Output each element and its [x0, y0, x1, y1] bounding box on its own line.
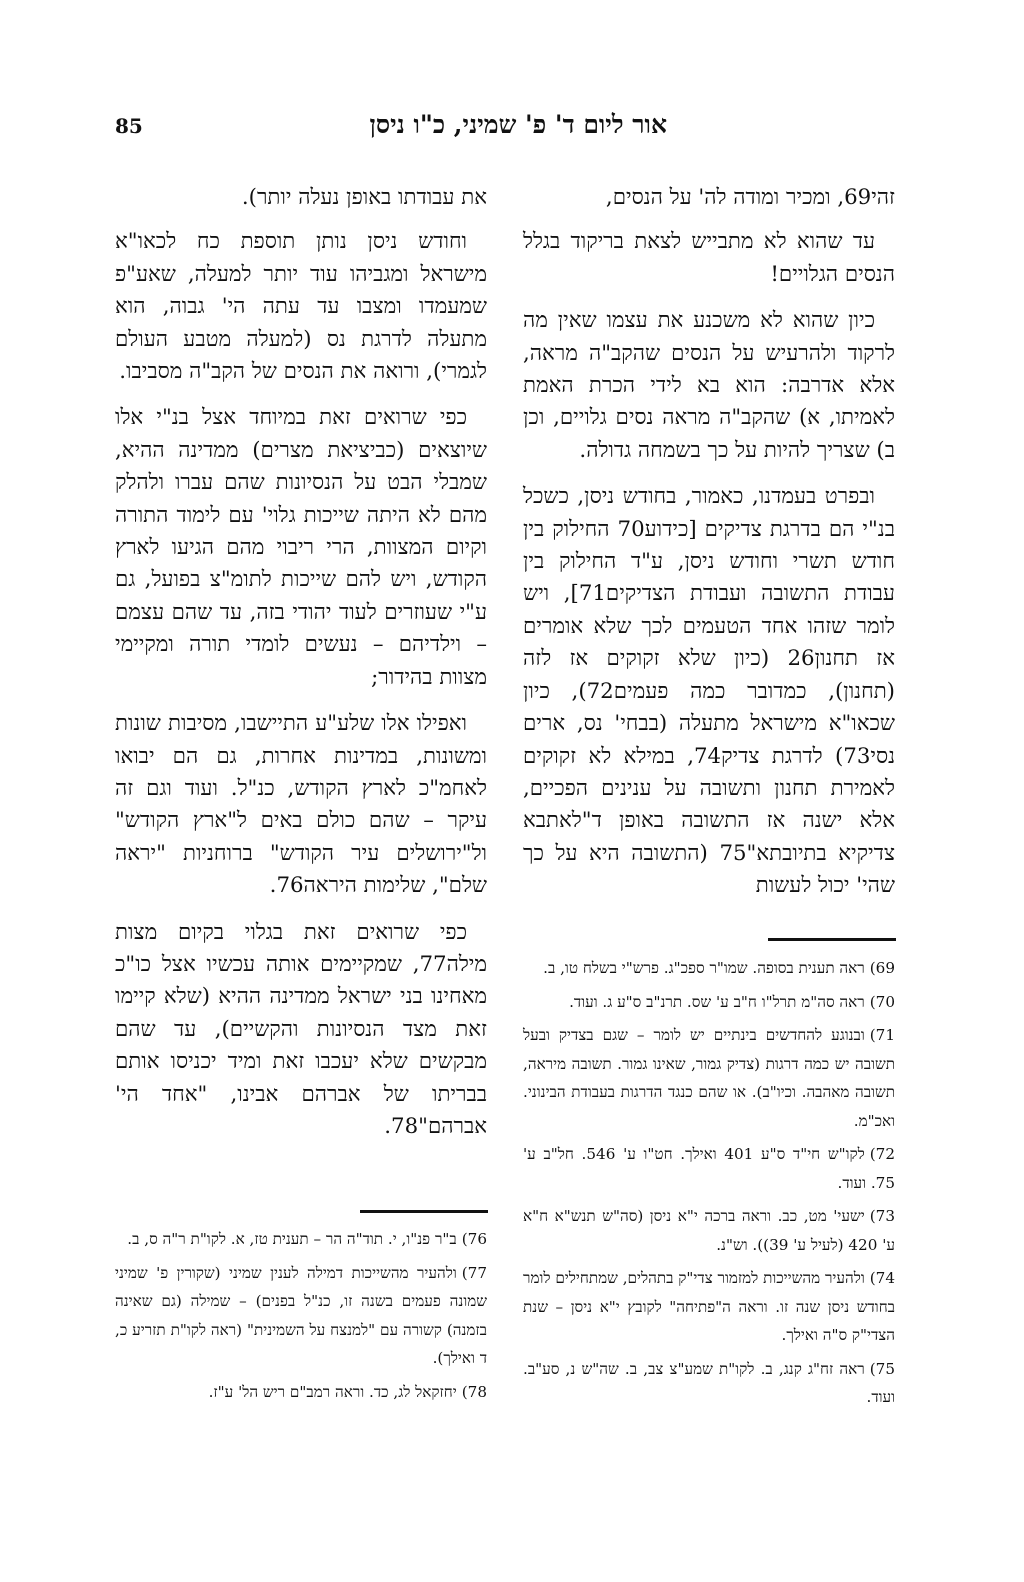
left-column — [115, 182, 487, 1157]
footnote-number: 72) — [869, 1145, 895, 1163]
footnote — [115, 1378, 487, 1407]
paragraph: זהי69, ומכיר ומודה לה' על הנסים, — [605, 185, 895, 210]
footnote-divider — [768, 938, 896, 941]
footnote-number: 78) — [461, 1382, 487, 1401]
footnote-text: ראה סה"מ תרל"ו ח"ב ע' שס. תרנ"ב ס"ע ג. ועוד. — [569, 992, 865, 1011]
footnotes-right — [523, 954, 895, 1417]
footnote-text: ולהעיר מהשייכות למזמור צדי"ק בתהלים, שמתחילים לומר בחודש ניסן שנה זו. וראה ה"פתיחה" לקובץ י"א ניסן – שנת הצדי"ק ס"ה ואילך. — [523, 1269, 895, 1344]
footnote-text: ובנוגע להחדשים בינתיים יש לומר – שגם בצדיק ובעל תשובה יש כמה דרגות (צדיק גמור, שאינו גמור. תשובה מיראה, תשובה מאהבה. וכיו"ב). או שהם כנגד הדרגות בעבודת הבינוני. ואכ"מ. — [523, 1026, 895, 1130]
footnote-number: 70) — [869, 992, 895, 1011]
paragraph: את עבודתו באופן נעלה יותר). — [241, 185, 487, 210]
footnote — [523, 988, 895, 1017]
footnote — [523, 954, 895, 983]
footnote — [115, 1225, 487, 1254]
footnote-number: 74) — [869, 1269, 895, 1287]
footnote-number: 69) — [869, 959, 895, 977]
footnote-number: 73) — [869, 1207, 895, 1225]
footnote-text: יחזקאל לג, כד. וראה רמב"ם ריש הל' ע"ז. — [208, 1382, 457, 1401]
footnote-text: לקו"ש חי"ד ס"ע 401 ואילך. חט"ו ע' 546. חל"ב ע' 75. ועוד. — [523, 1145, 895, 1192]
right-column — [523, 182, 895, 917]
paragraph: ואפילו אלו שלע"ע התיישבו, מסיבות שונות ומשונות, במדינות אחרות, גם הם יבואו לאחמ"כ לארץ הקודש, כנ"ל. ועוד וגם זה עיקר – שהם כולם באים ל"ארץ הקודש" ול"ירושלים עיר הקודש" ברוחניות "יראה שלם", שלימות היראה76. — [115, 711, 487, 899]
paragraph: כפי שרואים זאת בגלוי בקיום מצות מילה77, שמקיימים אותה עכשיו אצל כו"כ מאחינו בני ישראל ממדינה ההיא (שלא קיימו זאת מצד הנסיונות והקשיים), עד שהם מבקשים שלא יעכבו זאת ומיד יכניסו אותם בבריתו של אברהם אבינו, "אחד הי' אברהם"78. — [115, 919, 487, 1139]
footnote — [523, 1140, 895, 1197]
paragraph: כיון שהוא לא משכנע את עצמו שאין מה לרקוד ולהרעיש על הנסים שהקב"ה מראה, אלא אדרבה: הוא בא לידי הכרת האמת לאמיתו, א) שהקב"ה מראה נסים גלויים, וכן ב) שצריך להיות על כך בשמחה גדולה. — [523, 308, 895, 463]
footnote-number: 76) — [461, 1230, 487, 1248]
footnote-number: 77) — [461, 1263, 487, 1282]
page-header — [115, 110, 897, 150]
running-title: אור ליום ד' פ' שמיני, כ"ו ניסן — [369, 110, 667, 139]
footnote-text: ולהעיר מהשייכות דמילה לענין שמיני (שקורין פ' שמיני שמונה פעמים בשנה זו, כנ"ל בפנים) – שמילה (גם שאינה בזמנה) קשורה עם "למנצח על השמינית" (ראה לקו"ת תזריע כ, ד ואילך). — [115, 1263, 487, 1367]
footnote — [523, 1264, 895, 1350]
footnote-divider — [360, 1210, 488, 1213]
footnote — [523, 1021, 895, 1135]
paragraph: וחודש ניסן נותן תוספת כח לכאו"א מישראל ומגביהו עוד יותר למעלה, שאע"פ שמעמדו ומצבו עד עתה הי' גבוה, הוא מתעלה לדרגת נס (למעלה מטבע העולם לגמרי), ורואה את הנסים של הקב"ה מסביבו. — [115, 229, 487, 385]
footnote-text: ראה תענית בסופה. שמו"ר ספכ"ג. פרש"י בשלח טו, ב. — [543, 959, 865, 977]
footnote — [523, 1355, 895, 1412]
paragraph: ובפרט בעמדנו, כאמור, בחודש ניסן, כשכל בנ"י הם בדרגת צדיקים [כידוע70 החילוק בין חודש תשרי וחודש ניסן, ע"ד החילוק בין עבודת התשובה ועבודת הצדיקים71], ויש לומר שזהו אחד הטעמים לכך שלא אומרים אז תחנון26 (כיון שלא זקוקים אז לזה (תחנון), כמדובר כמה פעמים72), כיון שכאו"א מישראל מתעלה (בבחי' נס, ארים נסי73) לדרגת צדיק74, במילא לא זקוקים לאמירת תחנון ותשובה על ענינים הפכיים, אלא ישנה אז התשובה באופן ד"לאתבא צדיקיא בתיובתא"75 (התשובה היא על כך שהי' יכול לעשות — [523, 484, 895, 899]
footnotes-left — [115, 1225, 487, 1411]
page-number: 85 — [115, 114, 143, 138]
footnote-text: ישעי' מט, כב. וראה ברכה י"א ניסן (סה"ש תנש"א ח"א ע' 420 (לעיל ע' 39)). וש"נ. — [523, 1207, 895, 1254]
footnote-text: ראה זח"ג קנג, ב. לקו"ת שמע"צ צב, ב. שה"ש נ, סע"ב. ועוד. — [523, 1359, 895, 1406]
paragraph: כפי שרואים זאת במיוחד אצל בנ"י אלו שיוצאים (כביציאת מצרים) ממדינה ההיא, שמבלי הבט על הנסיונות שהם עברו ולהלק מהם לא היתה שייכות גלוי' עם לימוד התורה וקיום המצוות, הרי ריבוי מהם הגיעו לארץ הקודש, ויש להם שייכות לתומ"צ בפועל, גם ע"י שעוזרים לעוד יהודי בזה, עד שהם עצמם – וילדיהם – נעשים לומדי תורה ומקיימי מצוות בהידור; — [115, 405, 487, 690]
paragraph: עד שהוא לא מתבייש לצאת בריקוד בגלל הנסים הגלויים! — [523, 229, 895, 287]
footnote-number: 71) — [869, 1026, 895, 1044]
footnote — [115, 1259, 487, 1373]
footnote — [523, 1202, 895, 1259]
footnote-text: ב"ר פנ"ו, י. תוד"ה הר – תענית טז, א. לקו"ת ר"ה ס, ב. — [127, 1230, 457, 1248]
footnote-number: 75) — [869, 1359, 895, 1378]
